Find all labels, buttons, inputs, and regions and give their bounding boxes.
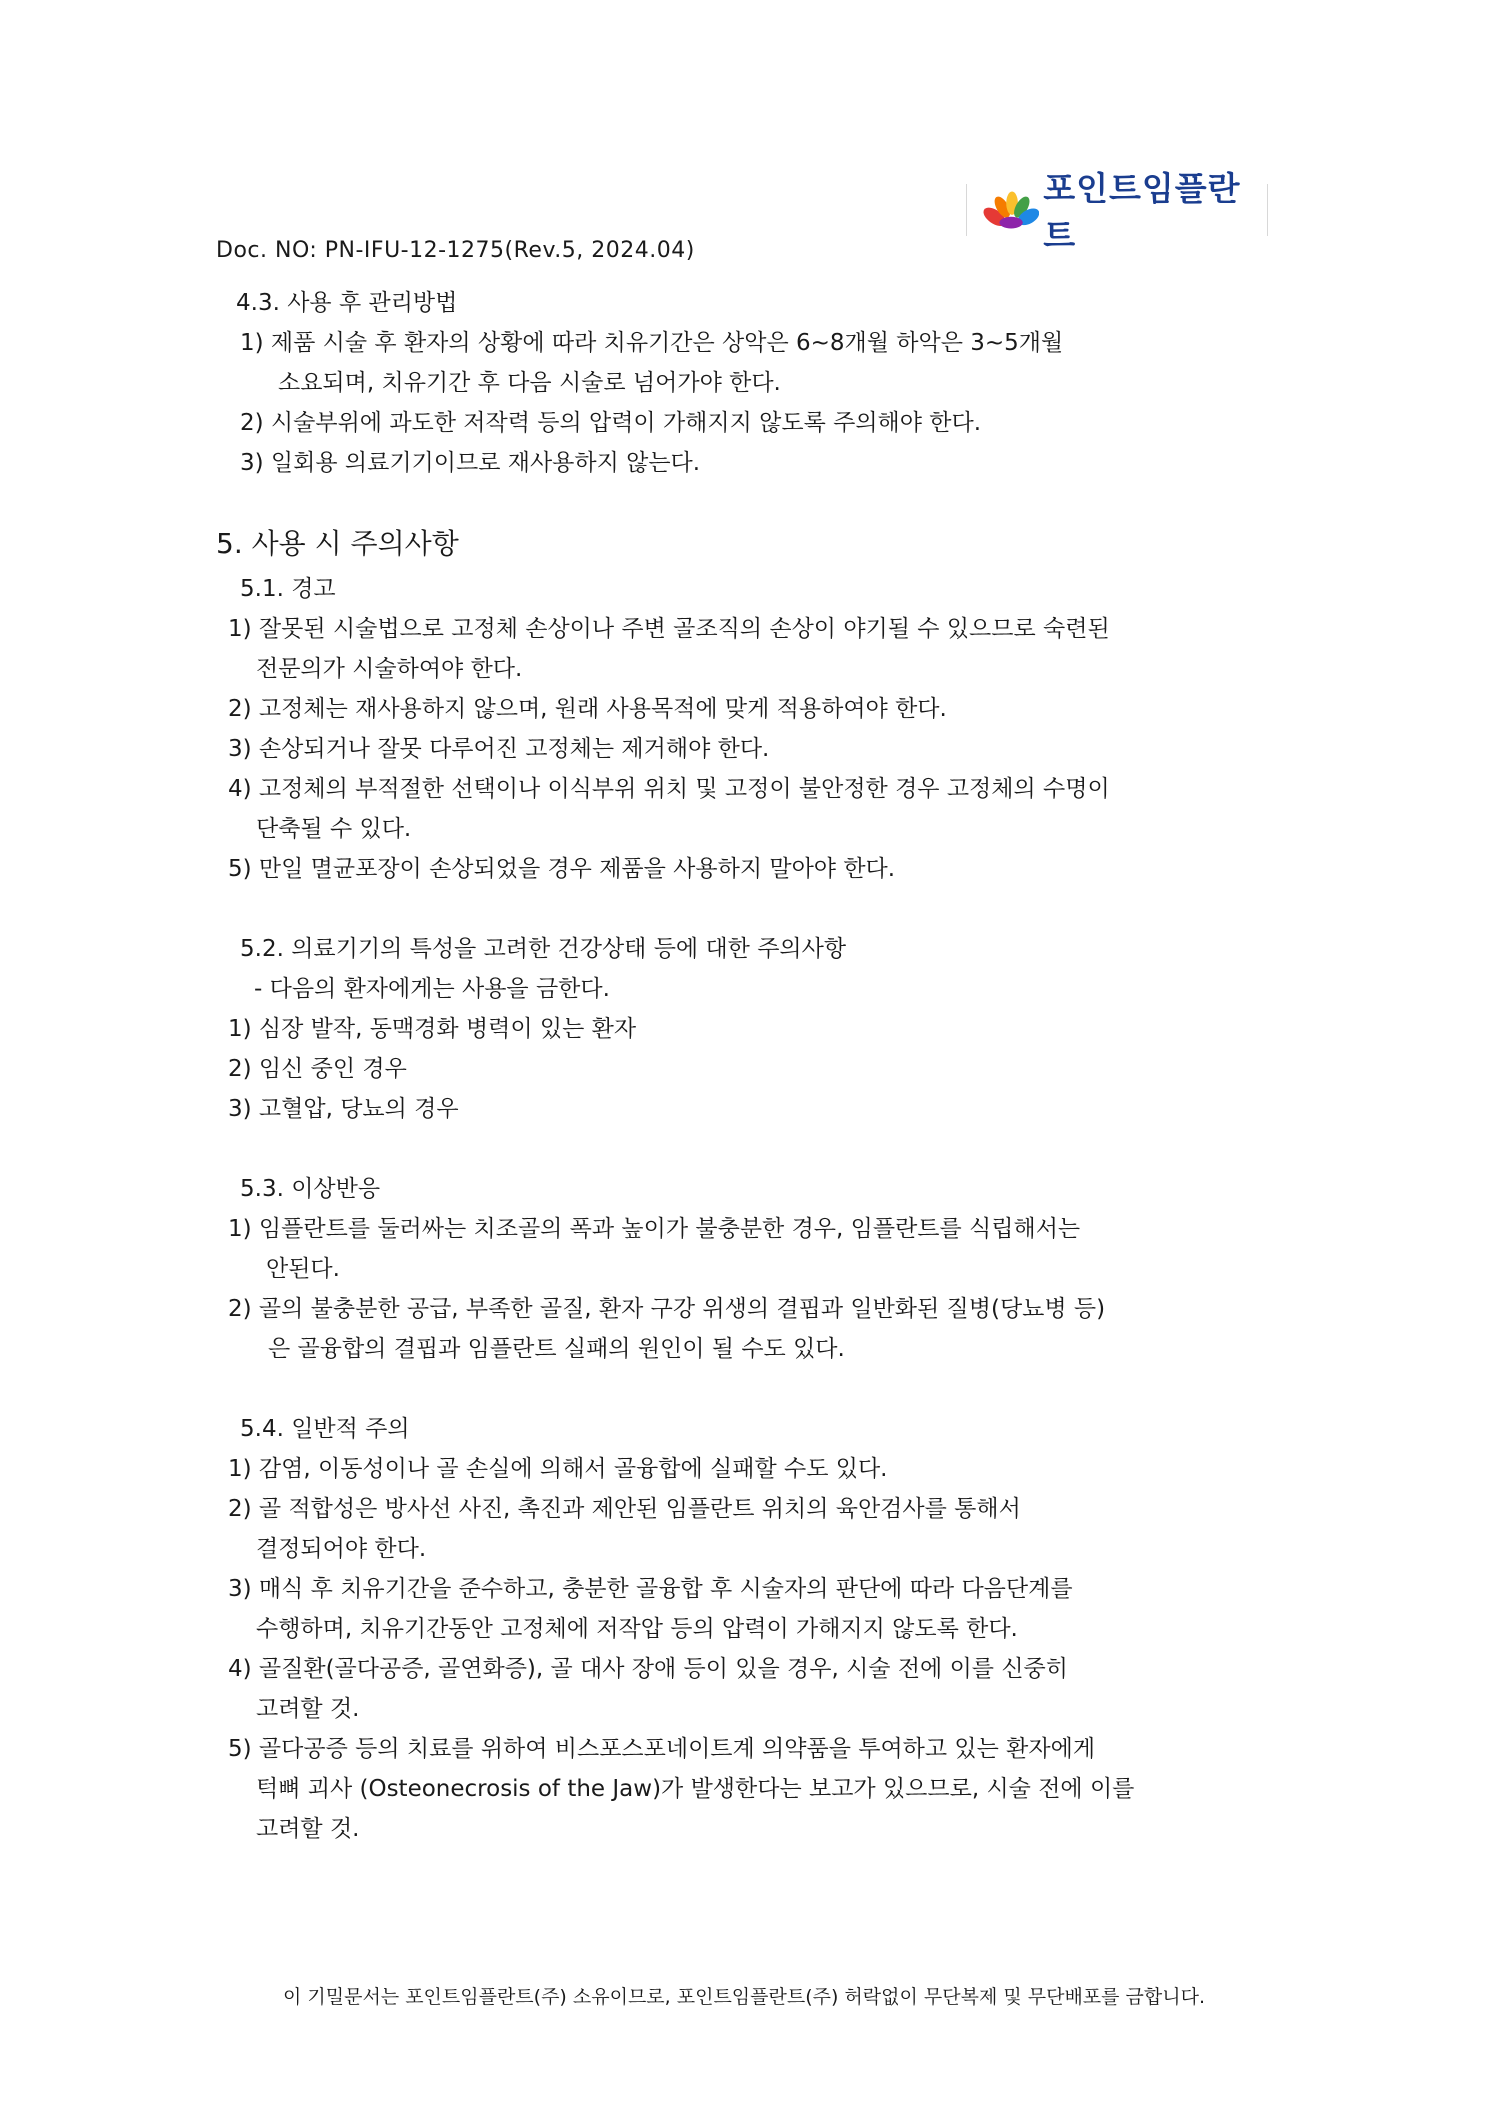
logo-text: 포인트임플란트 [1043,169,1241,255]
footer-text: 이 기밀문서는 포인트임플란트(주) 소유이므로, 포인트임플란트(주) 허락없이 무단복제 및 무단배포를 금합니다. [282,1986,1206,2008]
text-line: 4) 고정체의 부적절한 선택이나 이식부위 위치 및 고정이 불안정한 경우 고정체의 수명이 [228,776,1110,802]
company-logo [966,169,1268,255]
text-line: 턱뼈 괴사 (Osteonecrosis of the Jaw)가 발생한다는 보고가 있으므로, 시술 전에 이를 [256,1776,1135,1802]
text-line: 1) 심장 발작, 동맥경화 병력이 있는 환자 [228,1016,637,1042]
text-line: 안된다. [266,1256,340,1282]
text-line: 2) 골의 불충분한 공급, 부족한 골질, 환자 구강 위생의 결핍과 일반화된 질병(당뇨병 등) [228,1296,1106,1322]
text-line: 3) 매식 후 치유기간을 준수하고, 충분한 골융합 후 시술자의 판단에 따라 다음단계를 [228,1576,1073,1602]
text-line: 2) 임신 중인 경우 [228,1056,407,1082]
text-line: 4) 골질환(골다공증, 골연화증), 골 대사 장애 등이 있을 경우, 시술 전에 이를 신중히 [228,1656,1068,1682]
text-line: 수행하며, 치유기간동안 고정체에 저작압 등의 압력이 가해지지 않도록 한다. [256,1616,1018,1642]
section-heading-4-3: 4.3. 사용 후 관리방법 [236,290,458,316]
subsection-heading-5-4: 5.4. 일반적 주의 [240,1416,410,1442]
text-line: 전문의가 시술하여야 한다. [256,656,523,682]
text-line: 3) 일회용 의료기기이므로 재사용하지 않는다. [240,450,701,476]
text-line: 1) 임플란트를 둘러싸는 치조골의 폭과 높이가 불충분한 경우, 임플란트를 식립해서는 [228,1216,1081,1242]
text-line: 1) 잘못된 시술법으로 고정체 손상이나 주변 골조직의 손상이 야기될 수 있으므로 숙련된 [228,616,1110,642]
confidentiality-footer [0,1982,1488,2009]
subsection-heading-5-3: 5.3. 이상반응 [240,1176,381,1202]
text-line: 5) 만일 멸균포장이 손상되었을 경우 제품을 사용하지 말아야 한다. [228,856,896,882]
text-line: 3) 손상되거나 잘못 다루어진 고정체는 제거해야 한다. [228,736,770,762]
text-line: 고려할 것. [256,1696,360,1722]
text-line: 2) 시술부위에 과도한 저작력 등의 압력이 가해지지 않도록 주의해야 한다. [240,410,982,436]
subsection-heading-5-1: 5.1. 경고 [240,576,336,602]
text-line: 3) 고혈압, 당뇨의 경우 [228,1096,459,1122]
document-number: Doc. NO: PN-IFU-12-1275(Rev.5, 2024.04) [216,238,695,263]
text-line: 1) 감염, 이동성이나 골 손실에 의해서 골융합에 실패할 수도 있다. [228,1456,888,1482]
subsection-heading-5-2: 5.2. 의료기기의 특성을 고려한 건강상태 등에 대한 주의사항 [240,936,847,962]
text-line: - 다음의 환자에게는 사용을 금한다. [254,976,610,1002]
text-line: 2) 골 적합성은 방사선 사진, 촉진과 제안된 임플란트 위치의 육안검사를 통해서 [228,1496,1021,1522]
text-line: 2) 고정체는 재사용하지 않으며, 원래 사용목적에 맞게 적용하여야 한다. [228,696,947,722]
text-line: 고려할 것. [256,1816,360,1842]
section-heading-5: 5. 사용 시 주의사항 [216,527,459,560]
text-line: 은 골융합의 결핍과 임플란트 실패의 원인이 될 수도 있다. [268,1336,845,1362]
text-line: 5) 골다공증 등의 치료를 위하여 비스포스포네이트계 의약품을 투여하고 있는 환자에게 [228,1736,1096,1762]
text-line: 단축될 수 있다. [256,816,412,842]
flower-logo-icon [979,187,1039,233]
text-line: 결정되어야 한다. [256,1536,427,1562]
text-line: 소요되며, 치유기간 후 다음 시술로 넘어가야 한다. [278,370,781,396]
text-line: 1) 제품 시술 후 환자의 상황에 따라 치유기간은 상악은 6~8개월 하악은 3~5개월 [240,330,1064,356]
